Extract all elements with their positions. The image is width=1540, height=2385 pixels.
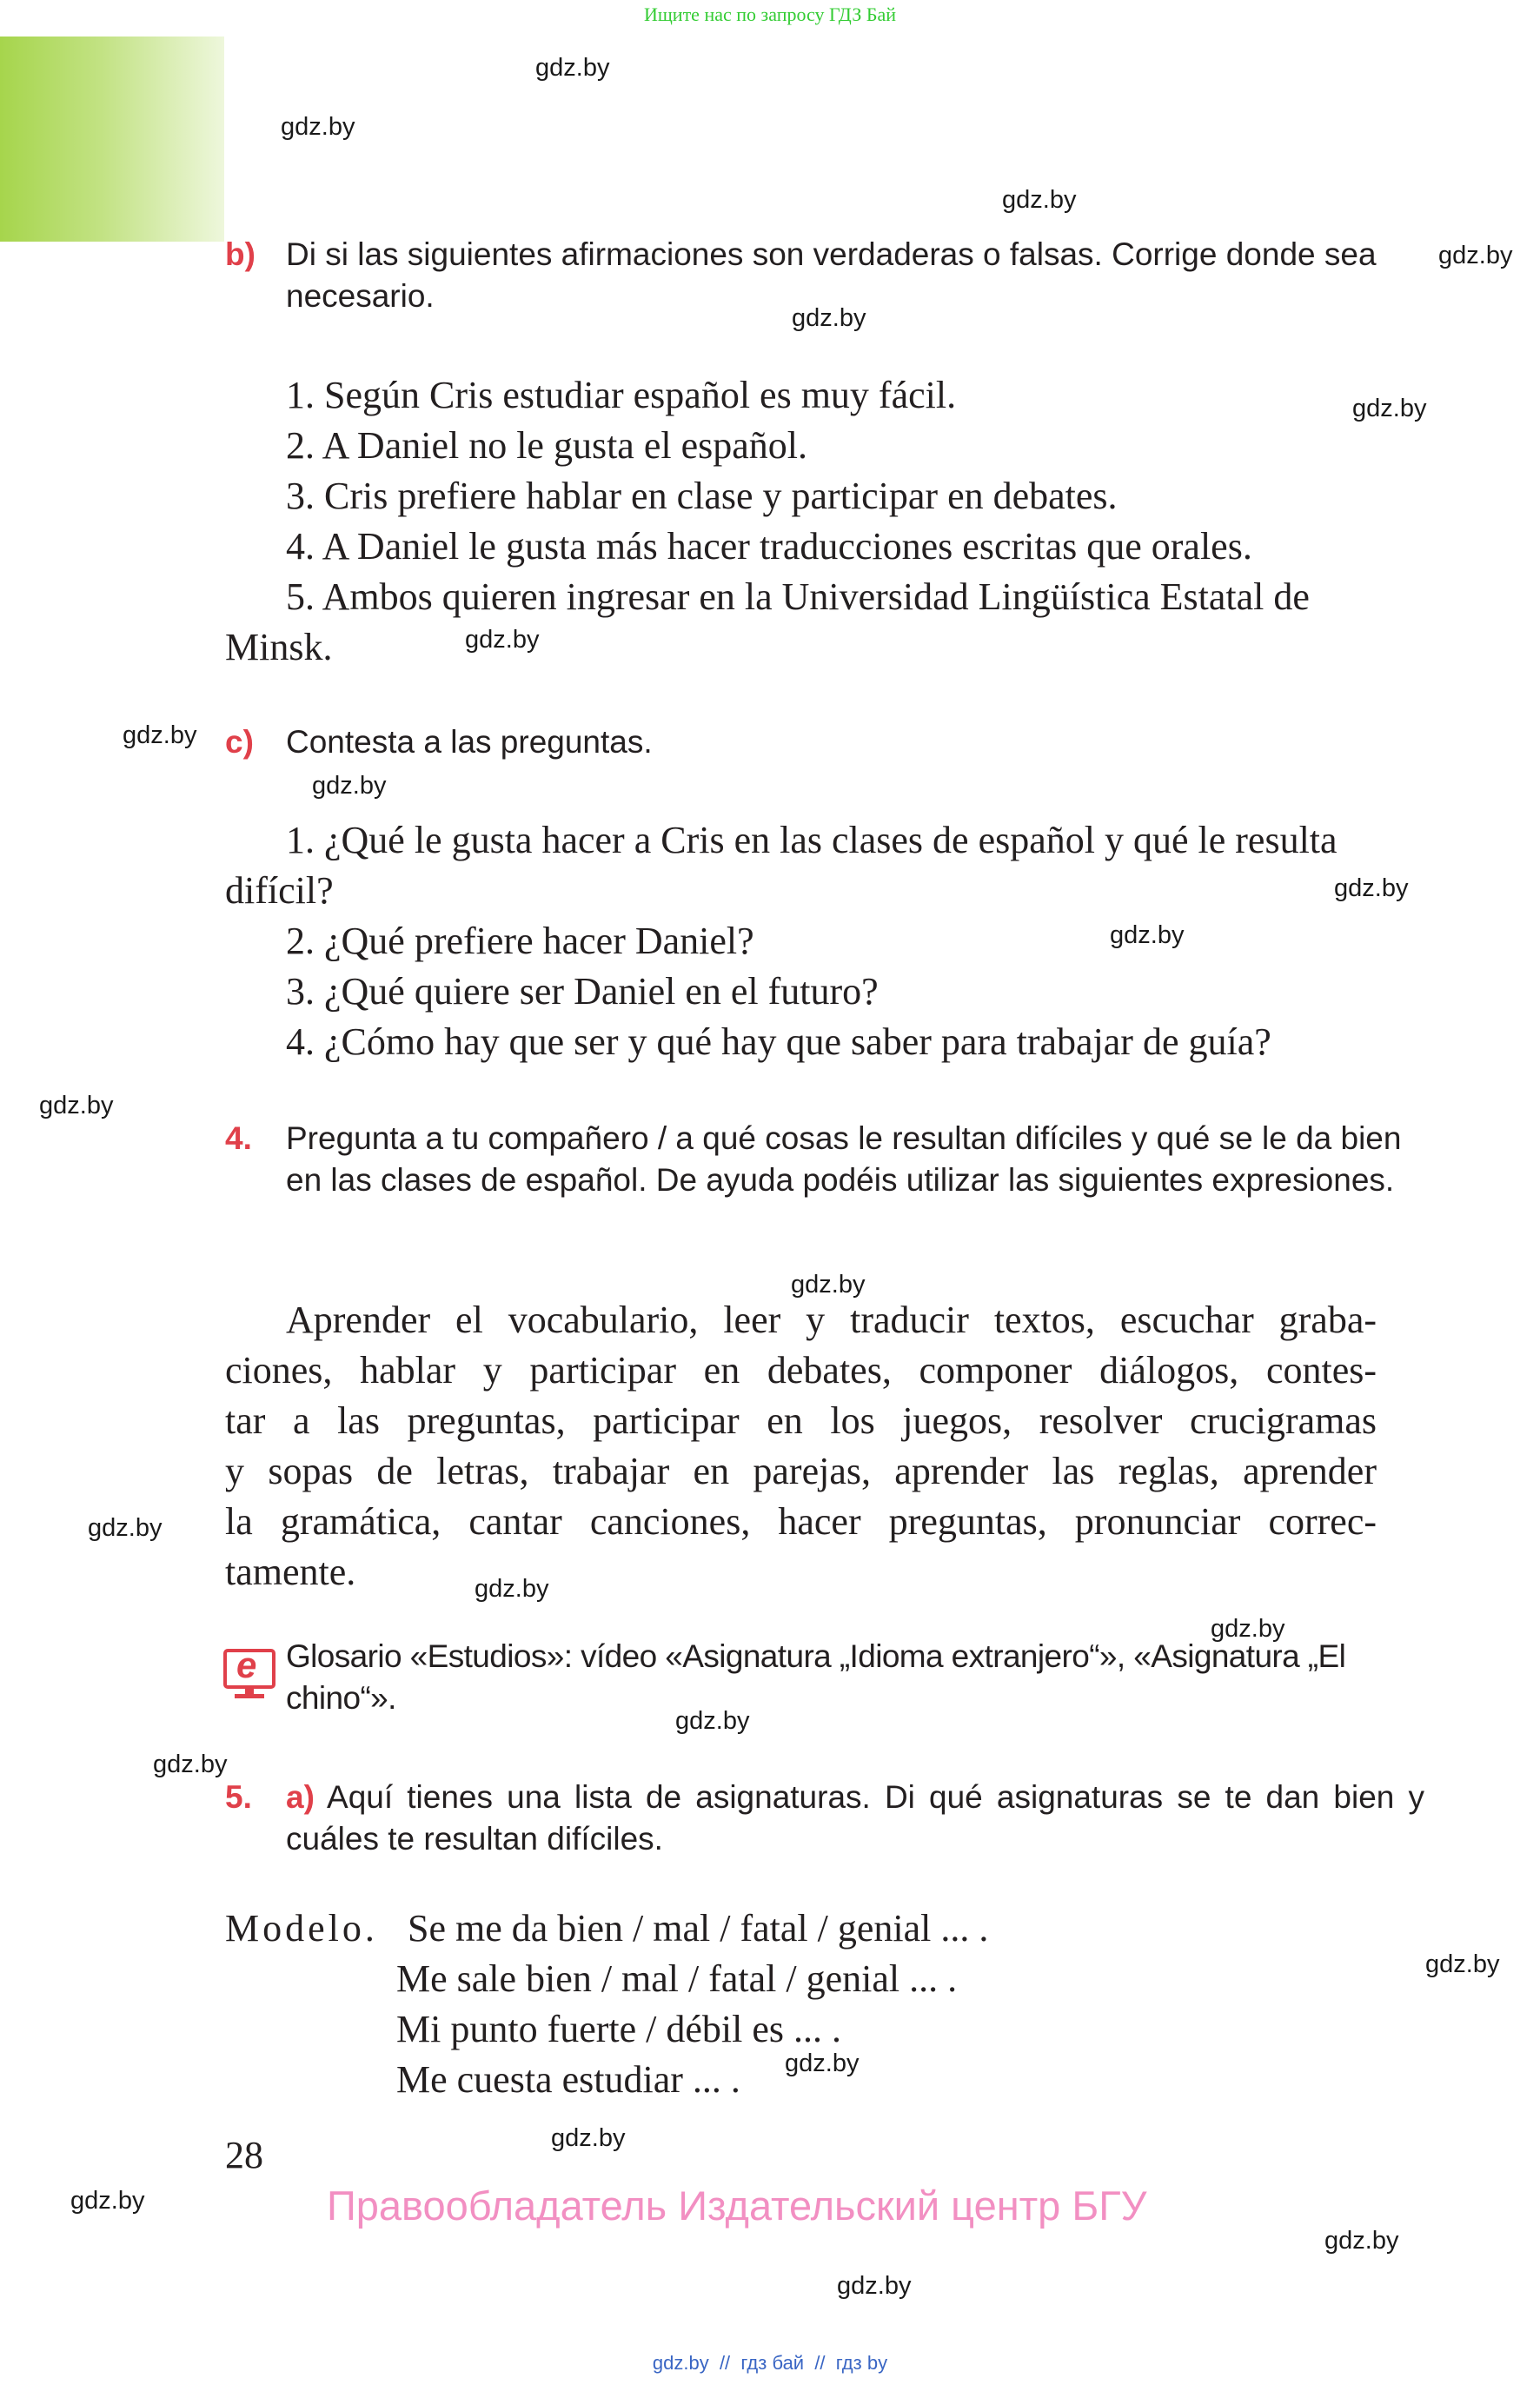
task-4-label: 4. [225, 1120, 252, 1156]
section-c-instruction [225, 721, 1442, 765]
watermark: gdz.by [312, 772, 387, 800]
watermark: gdz.by [123, 721, 197, 749]
rights-holder-text: Правообладатель Издательский центр БГУ [327, 2182, 1147, 2229]
page-number: 28 [225, 2134, 263, 2176]
expressions-line: ciones, hablar y participar en debates, componer diálogos, contes- [225, 1349, 1377, 1392]
task-5-instruction [225, 1777, 1442, 1863]
watermark: gdz.by [39, 1092, 114, 1119]
section-b-item-1: 1. Según Cris estudiar español es muy fácil. [286, 374, 957, 416]
section-b-instruction [225, 234, 1442, 321]
section-c-question-4: 4. ¿Cómo hay que ser y qué hay que saber para trabajar de guía? [286, 1020, 1271, 1063]
watermark: gdz.by [1438, 242, 1513, 269]
watermark: gdz.by [1002, 186, 1077, 214]
watermark: gdz.by [837, 2272, 912, 2300]
task-5-sublabel: a) [286, 1779, 315, 1815]
task-4-instruction [225, 1118, 1442, 1248]
modelo-label: Modelo. [225, 1907, 378, 1950]
expressions-line: Aprender el vocabulario, leer y traducir textos, escuchar graba- [286, 1299, 1377, 1341]
watermark: gdz.by [70, 2187, 145, 2215]
glosario-text: Glosario «Estudios»: vídeo «Asignatura „Idioma extranjero“», «Asignatura „El chino“». [286, 1638, 1346, 1716]
section-b-item-5: 5. Ambos quieren ingresar en la Universidad Lingüística Estatal de [286, 575, 1310, 618]
watermark: gdz.by [1352, 395, 1427, 422]
modelo-line-2: Me sale bien / mal / fatal / genial ... . [396, 1957, 958, 2000]
green-corner-block [0, 37, 224, 242]
e-icon-letter: e [236, 1644, 257, 1685]
watermark: gdz.by [465, 626, 540, 654]
task-5-instruction-body: Aquí tienes una lista de asignaturas. Di qué asignaturas se te dan bien y cuáles te resultan difíciles. [286, 1779, 1424, 1857]
section-b-instruction-text: Di si las siguientes afirmaciones son verdaderas o falsas. Corrige donde sea necesario. [286, 236, 1377, 314]
watermark: gdz.by [281, 113, 355, 141]
watermark: gdz.by [535, 54, 610, 82]
task-4-expressions [225, 1295, 1377, 1598]
section-b-item-5-cont: Minsk. [225, 626, 333, 668]
watermark: gdz.by [791, 1271, 866, 1299]
watermark: gdz.by [88, 1514, 163, 1542]
task-4-instruction-text: Pregunta a tu compañero / a qué cosas le resultan difíciles y qué se le da bien en las clases de español. De ayuda podéis utilizar las siguientes expresiones. [286, 1120, 1402, 1198]
section-c-question-1: 1. ¿Qué le gusta hacer a Cris en las clases de español y qué le resulta [286, 819, 1338, 861]
watermark: gdz.by [551, 2124, 626, 2152]
watermark: gdz.by [792, 304, 866, 332]
e-resource-icon [222, 1644, 276, 1704]
watermark: gdz.by [785, 2050, 860, 2077]
section-c-instruction-text: Contesta a las preguntas. [286, 724, 653, 760]
modelo-line-4: Me cuesta estudiar ... . [396, 2058, 740, 2101]
task-5-label: 5. [225, 1779, 252, 1815]
section-c-question-2: 2. ¿Qué prefiere hacer Daniel? [286, 920, 754, 962]
task-5-instruction-text [286, 1777, 1424, 1860]
watermark: gdz.by [475, 1575, 549, 1603]
watermark: gdz.by [153, 1751, 228, 1778]
section-b-label: b) [225, 236, 256, 272]
watermark: gdz.by [1425, 1950, 1500, 1978]
section-c-label: c) [225, 724, 254, 760]
section-c-question-1-cont: difícil? [225, 869, 334, 912]
expressions-line: tamente. [225, 1551, 356, 1593]
modelo-line-1: Se me da bien / mal / fatal / genial ... . [408, 1907, 989, 1950]
watermark: gdz.by [1110, 921, 1185, 949]
section-c-question-3: 3. ¿Qué quiere ser Daniel en el futuro? [286, 970, 879, 1013]
section-b-item-4: 4. A Daniel le gusta más hacer traducciones escritas que orales. [286, 525, 1252, 568]
watermark: gdz.by [1211, 1615, 1285, 1643]
watermark: gdz.by [675, 1707, 750, 1735]
watermark: gdz.by [1334, 874, 1409, 902]
expressions-line: y sopas de letras, trabajar en parejas, aprender las reglas, aprender [225, 1450, 1377, 1492]
watermark: gdz.by [1324, 2227, 1399, 2255]
expressions-line: la gramática, cantar canciones, hacer preguntas, pronunciar correc- [225, 1500, 1377, 1543]
modelo-line-3: Mi punto fuerte / débil es ... . [396, 2008, 842, 2050]
section-b-item-2: 2. A Daniel no le gusta el español. [286, 424, 807, 467]
footer-links[interactable]: gdz.by // гдз бай // гдз by [652, 2352, 888, 2374]
expressions-line: tar a las preguntas, participar en los juegos, resolver crucigramas [225, 1399, 1377, 1442]
top-notice: Ищите нас по запросу ГДЗ Бай [643, 3, 897, 25]
section-b-item-3: 3. Cris prefiere hablar en clase y participar en debates. [286, 475, 1118, 517]
